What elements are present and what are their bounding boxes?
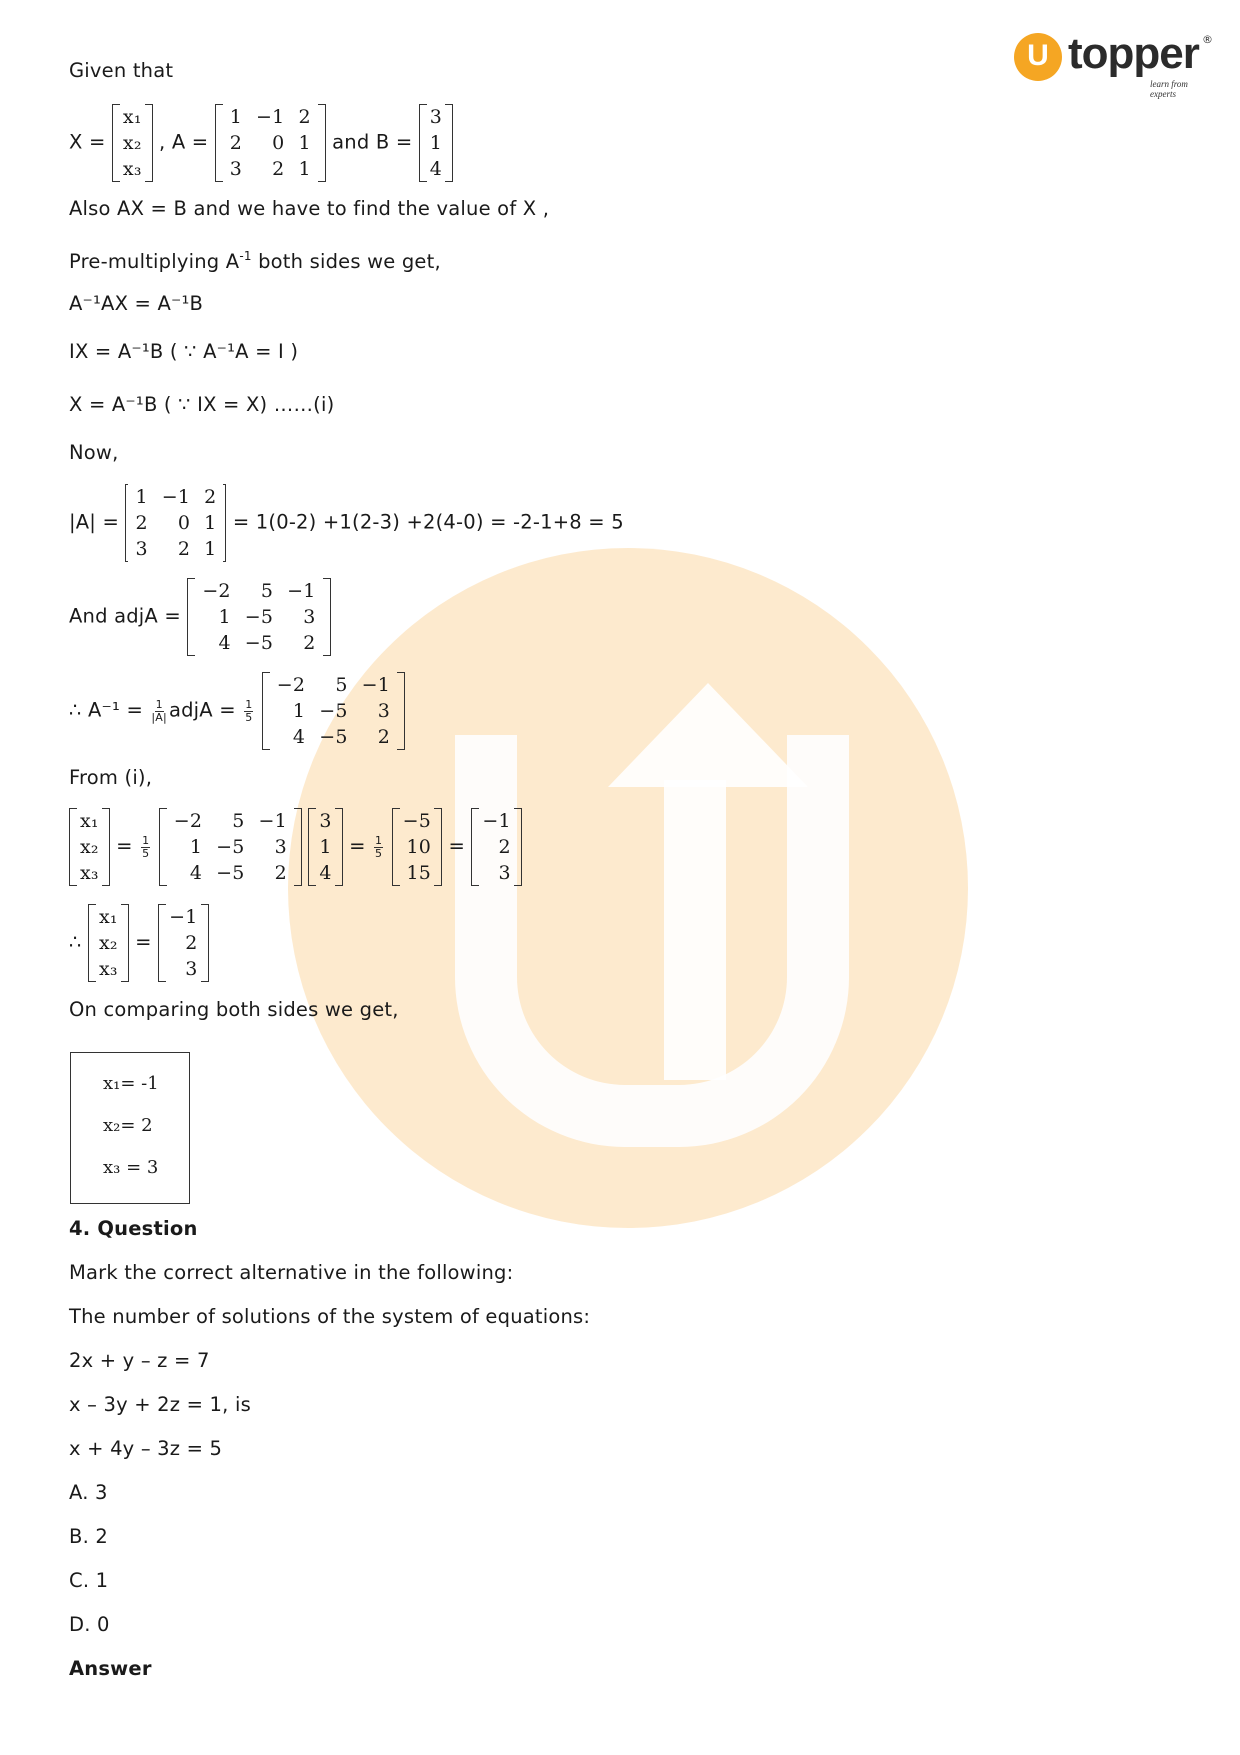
step-2: IX = A⁻¹B ( ∵ A⁻¹A = I )	[69, 340, 299, 363]
matrix-left-bracket	[69, 808, 77, 886]
matrix-cell: 2	[274, 862, 287, 884]
matrix-cell: 4	[429, 158, 443, 180]
matrix-cell: x₁	[80, 810, 99, 832]
matrix-cell: 2	[377, 726, 391, 748]
matrix-right-bracket	[323, 578, 331, 656]
inverse-row	[69, 672, 405, 750]
matrix-cell: 1	[204, 538, 217, 560]
matrix-left-bracket	[112, 104, 120, 182]
matrix-cell: 2	[204, 486, 217, 508]
answer-x2: x₂= 2	[103, 1115, 153, 1136]
answer-box	[70, 1052, 190, 1204]
option-d: D. 0	[69, 1613, 110, 1636]
question-prompt: Mark the correct alternative in the following:	[69, 1261, 514, 1284]
matrix-cell: 5	[260, 580, 274, 602]
premult-part-a: Pre-multiplying A	[69, 250, 240, 273]
logo-mark-icon: U	[1014, 33, 1062, 81]
matrix-cell: 1	[204, 512, 217, 534]
matrix-right-bracket	[445, 104, 453, 182]
matrix-right-bracket	[145, 104, 153, 182]
matrix-cell: 0	[177, 512, 191, 534]
matrix-cell: 2	[229, 132, 243, 154]
computation-row	[69, 808, 522, 886]
matrix-cell: 1	[218, 606, 231, 628]
matrix-cell: 1	[298, 158, 311, 180]
b-label: and B =	[332, 130, 413, 154]
matrix-right-bracket	[335, 808, 343, 886]
matrix-cell: 3	[229, 158, 243, 180]
matrix-cell: −5	[244, 632, 274, 654]
matrix-cell: 1	[292, 700, 306, 722]
matrix-cell: 2	[177, 538, 191, 560]
matrix-cell: 2	[272, 158, 285, 180]
logo-registered-mark: ®	[1202, 33, 1213, 46]
matrix-cell: 3	[303, 606, 316, 628]
matrix-cell: −5	[319, 726, 348, 748]
matrix-left-bracket	[88, 904, 96, 982]
matrix-cell: 2	[298, 106, 311, 128]
matrix-cell: 1	[189, 836, 203, 858]
matrix-cell: −5	[402, 810, 432, 832]
matrix-cell: −1	[169, 906, 198, 928]
question-heading: 4. Question	[69, 1217, 198, 1240]
matrix-cell: x₃	[99, 958, 118, 980]
matrix-cell: −2	[173, 810, 203, 832]
matrix-cell: x₃	[80, 862, 99, 884]
therefore-symbol: ∴	[69, 930, 82, 954]
matrix-right-bracket	[397, 672, 405, 750]
matrix-cell: x₁	[99, 906, 118, 928]
matrix-right-bracket	[294, 808, 302, 886]
matrix-cell: −5	[319, 700, 348, 722]
matrix-right-bracket	[223, 484, 226, 562]
matrix-cell: −1	[482, 810, 511, 832]
matrix-cell: 1	[298, 132, 311, 154]
fraction-one-fifth-3: $\frac{1}{5}$	[375, 833, 383, 860]
matrix-cell: 2	[185, 932, 198, 954]
matrix-cell: −1	[287, 580, 316, 602]
matrix-cell: 4	[218, 632, 231, 654]
premult-part-b: both sides we get,	[251, 250, 441, 273]
fraction-one-fifth-2: $\frac{1}{5}$	[142, 833, 150, 860]
matrix-cell: 4	[189, 862, 203, 884]
answer-x1: x₁= -1	[103, 1073, 159, 1094]
matrix-cell: x₂	[99, 932, 118, 954]
premultiply-text	[69, 244, 441, 274]
matrix-cell: 2	[135, 512, 148, 534]
matrix-left-bracket	[159, 808, 167, 886]
logo-brand-text: topper	[1068, 29, 1199, 78]
watermark-u-shape	[455, 735, 849, 1147]
matrix-left-bracket	[158, 904, 166, 982]
matrix-right-bracket	[318, 104, 326, 182]
step-3: X = A⁻¹B ( ∵ IX = X) ……(i)	[69, 393, 335, 416]
watermark-arrow-shaft	[664, 780, 726, 1080]
matrix-cell: 4	[319, 862, 332, 884]
adjoint-row	[69, 578, 331, 656]
matrix-right-bracket	[514, 808, 522, 886]
a-label: , A =	[159, 130, 209, 154]
matrix-cell: x₂	[80, 836, 99, 858]
determinant-row	[69, 484, 624, 562]
matrix-cell: 3	[498, 862, 511, 884]
matrix-right-bracket	[434, 808, 442, 886]
premult-sup: -1	[239, 249, 252, 263]
matrix-b-2	[308, 808, 342, 886]
from-i-text: From (i),	[69, 766, 153, 789]
matrix-cell: 1	[429, 132, 443, 154]
matrix-cell: x₁	[122, 106, 142, 128]
matrix-cell: 1	[229, 106, 243, 128]
topper-logo	[1014, 29, 1214, 99]
determinant-a	[125, 484, 226, 562]
fraction-one-over-det: $\frac{1}{|A|}$	[151, 697, 167, 724]
matrix-adj-a	[187, 578, 330, 656]
given-text: Given that	[69, 59, 174, 82]
given-matrices-row	[69, 104, 453, 182]
matrix-cell: 1	[319, 836, 332, 858]
option-a: A. 3	[69, 1481, 108, 1504]
matrix-cell: 2	[303, 632, 316, 654]
matrix-left-bracket	[262, 672, 270, 750]
matrix-cell: −1	[161, 486, 191, 508]
matrix-cell: −1	[258, 810, 287, 832]
eq-sign: =	[448, 834, 466, 858]
det-result: = 1(0-2) +1(2-3) +2(4-0) = -2-1+8 = 5	[232, 510, 624, 534]
therefore-row	[69, 904, 209, 982]
matrix-cell: 2	[498, 836, 511, 858]
matrix-left-bracket	[419, 104, 427, 182]
matrix-cell: −5	[244, 606, 274, 628]
matrix-product	[392, 808, 442, 886]
matrix-cell: 4	[292, 726, 306, 748]
adj-label: And adjA =	[69, 604, 181, 628]
matrix-adj-a-2	[262, 672, 405, 750]
equation-2: x – 3y + 2z = 1, is	[69, 1393, 251, 1416]
matrix-x	[112, 104, 153, 182]
inv-mid: adjA =	[168, 698, 236, 722]
x-label: X =	[69, 130, 106, 154]
matrix-right-bracket	[201, 904, 209, 982]
matrix-left-bracket	[308, 808, 316, 886]
matrix-cell: 3	[319, 810, 332, 832]
matrix-cell: −2	[202, 580, 231, 602]
step-1: A⁻¹AX = A⁻¹B	[69, 292, 204, 315]
matrix-cell: −5	[216, 862, 245, 884]
matrix-cell: 15	[406, 862, 432, 884]
matrix-cell: −1	[256, 106, 285, 128]
matrix-cell: 3	[185, 958, 198, 980]
matrix-cell: 5	[335, 674, 348, 696]
eq-sign: =	[116, 834, 133, 858]
matrix-left-bracket	[471, 808, 479, 886]
compare-text: On comparing both sides we get,	[69, 998, 399, 1021]
equation-3: x + 4y – 3z = 5	[69, 1437, 223, 1460]
matrix-solution	[471, 808, 521, 886]
matrix-cell: −2	[276, 674, 306, 696]
matrix-left-bracket	[187, 578, 195, 656]
answer-label: Answer	[69, 1657, 152, 1680]
matrix-left-bracket	[392, 808, 400, 886]
matrix-adj-a-3	[159, 808, 302, 886]
watermark-arrow-head	[608, 683, 808, 787]
equation-1: 2x + y – z = 7	[69, 1349, 210, 1372]
matrix-right-bracket	[102, 808, 110, 886]
now-text: Now,	[69, 441, 119, 464]
matrix-cell: 3	[377, 700, 391, 722]
matrix-b	[419, 104, 453, 182]
option-c: C. 1	[69, 1569, 109, 1592]
eq-sign: =	[349, 834, 366, 858]
logo-tagline: learn from experts	[1150, 79, 1188, 99]
eq-sign: =	[135, 930, 152, 954]
fraction-one-fifth: $\frac{1}{5}$	[245, 697, 253, 724]
option-b: B. 2	[69, 1525, 108, 1548]
matrix-left-bracket	[215, 104, 223, 182]
matrix-cell: 5	[232, 810, 245, 832]
matrix-x-2	[69, 808, 110, 886]
matrix-x-3	[88, 904, 129, 982]
matrix-solution-2	[158, 904, 208, 982]
inv-label: ∴ A⁻¹ =	[69, 698, 143, 722]
matrix-cell: 3	[429, 106, 443, 128]
matrix-cell: 3	[135, 538, 148, 560]
matrix-cell: −5	[216, 836, 245, 858]
matrix-cell: 10	[406, 836, 432, 858]
matrix-cell: 0	[272, 132, 285, 154]
answer-x3: x₃ = 3	[103, 1157, 159, 1178]
question-stem: The number of solutions of the system of equations:	[69, 1305, 591, 1328]
det-label: |A| =	[69, 510, 120, 534]
matrix-cell: 3	[274, 836, 287, 858]
matrix-a	[215, 104, 326, 182]
matrix-right-bracket	[121, 904, 129, 982]
matrix-cell: 1	[135, 486, 148, 508]
matrix-cell: x₂	[122, 132, 142, 154]
matrix-cell: −1	[361, 674, 391, 696]
also-text: Also AX = B and we have to find the value of X ,	[69, 197, 550, 220]
matrix-cell: x₃	[122, 158, 142, 180]
